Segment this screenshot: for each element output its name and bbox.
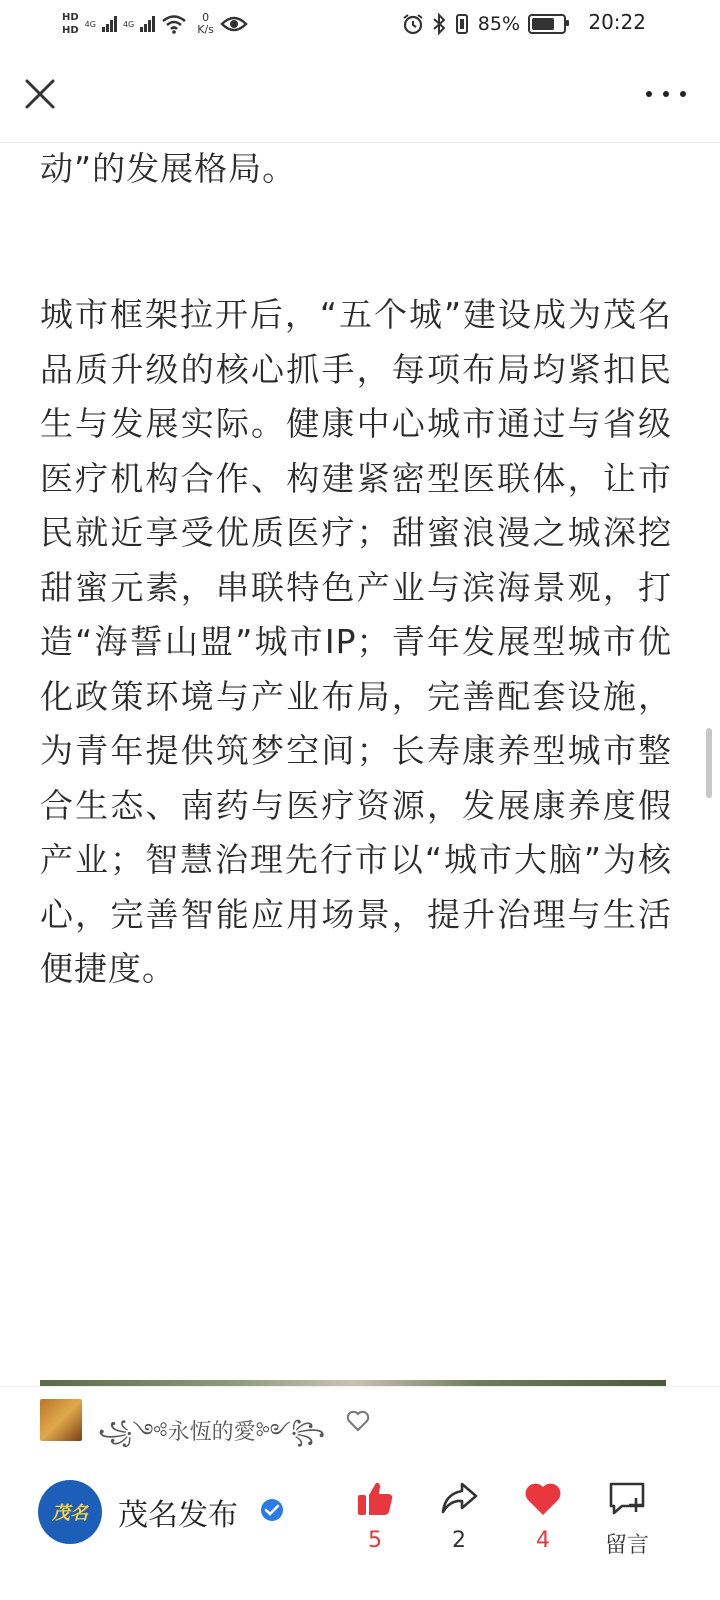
like-count: 5 (368, 1528, 382, 1553)
bluetooth-icon (432, 13, 446, 35)
status-bar (0, 0, 720, 48)
network-speed (197, 12, 214, 36)
favorite-button[interactable] (508, 1478, 578, 1578)
article-top-bar (0, 48, 720, 143)
publisher-name[interactable]: 茂名发布 (118, 1498, 238, 1533)
battery-level-fill (532, 18, 554, 30)
heart-outline-icon[interactable] (346, 1409, 370, 1433)
more-icon-dot (680, 91, 686, 97)
more-icon-dot (646, 91, 652, 97)
favorite-count: 4 (536, 1528, 550, 1553)
speed-value: 0 (202, 11, 210, 24)
close-icon (20, 74, 60, 114)
avatar[interactable] (40, 1399, 82, 1441)
comment-button[interactable] (592, 1478, 662, 1578)
share-count: 2 (452, 1528, 466, 1553)
network-type-1: 4G (84, 19, 96, 29)
battery-icon (528, 14, 566, 34)
bottom-action-bar (0, 1456, 720, 1600)
vibrate-icon (454, 13, 470, 35)
scrollbar[interactable] (706, 728, 712, 798)
more-button[interactable] (646, 88, 686, 100)
article-paragraph: 动”的发展格局。 (40, 149, 297, 188)
eye-icon (220, 14, 248, 34)
publisher-logo[interactable] (38, 1480, 102, 1544)
publisher-logo-text: 茂名 (52, 1503, 88, 1524)
comment-preview[interactable] (0, 1386, 720, 1457)
status-left (62, 6, 248, 42)
comment-add-icon (606, 1478, 648, 1520)
close-button[interactable] (20, 74, 60, 114)
clock: 20:22 (588, 10, 646, 34)
verified-icon (260, 1498, 284, 1522)
alarm-icon (402, 13, 424, 35)
signal-icon (102, 16, 117, 32)
comment-username: ꧁༺永恆的愛༻꧂ (98, 1420, 326, 1445)
share-icon (438, 1478, 480, 1520)
like-button[interactable] (340, 1478, 410, 1578)
thumbs-up-icon (354, 1478, 396, 1520)
hd-icon (62, 12, 79, 36)
share-button[interactable] (424, 1478, 494, 1578)
network-type-2: 4G (122, 19, 135, 29)
hd-label-1: HD (62, 12, 79, 23)
article-paragraph: 城市框架拉开后，“五个城”建设成为茂名品质升级的核心抓手，每项布局均紧扣民生与发展实际。健康中心城市通过与省级医疗机构合作、构建紧密型医联体，让市民就近享受优质医疗；甜蜜浪漫之城深挖甜蜜元素，串联特色产业与滨海景观，打造“海誓山盟”城市IP；青年发展型城市优化政策环境与产业布局，完善配套设施，为青年提供筑梦空间；长寿康养型城市整合生态、南药与医疗资源，发展康养度假产业；智慧治理先行市以“城市大脑”为核心，完善智能应用场景，提升治理与生活便捷度。 (40, 295, 672, 988)
wifi-icon (161, 14, 187, 34)
hd-label-2: HD (62, 25, 79, 36)
article-body[interactable] (40, 142, 672, 1380)
signal-icon-2 (140, 16, 155, 32)
battery-percent: 85% (477, 13, 520, 35)
speed-unit: K/s (197, 23, 214, 36)
more-icon-dot (663, 91, 669, 97)
heart-icon (522, 1478, 564, 1520)
comment-label: 留言 (604, 1533, 649, 1558)
